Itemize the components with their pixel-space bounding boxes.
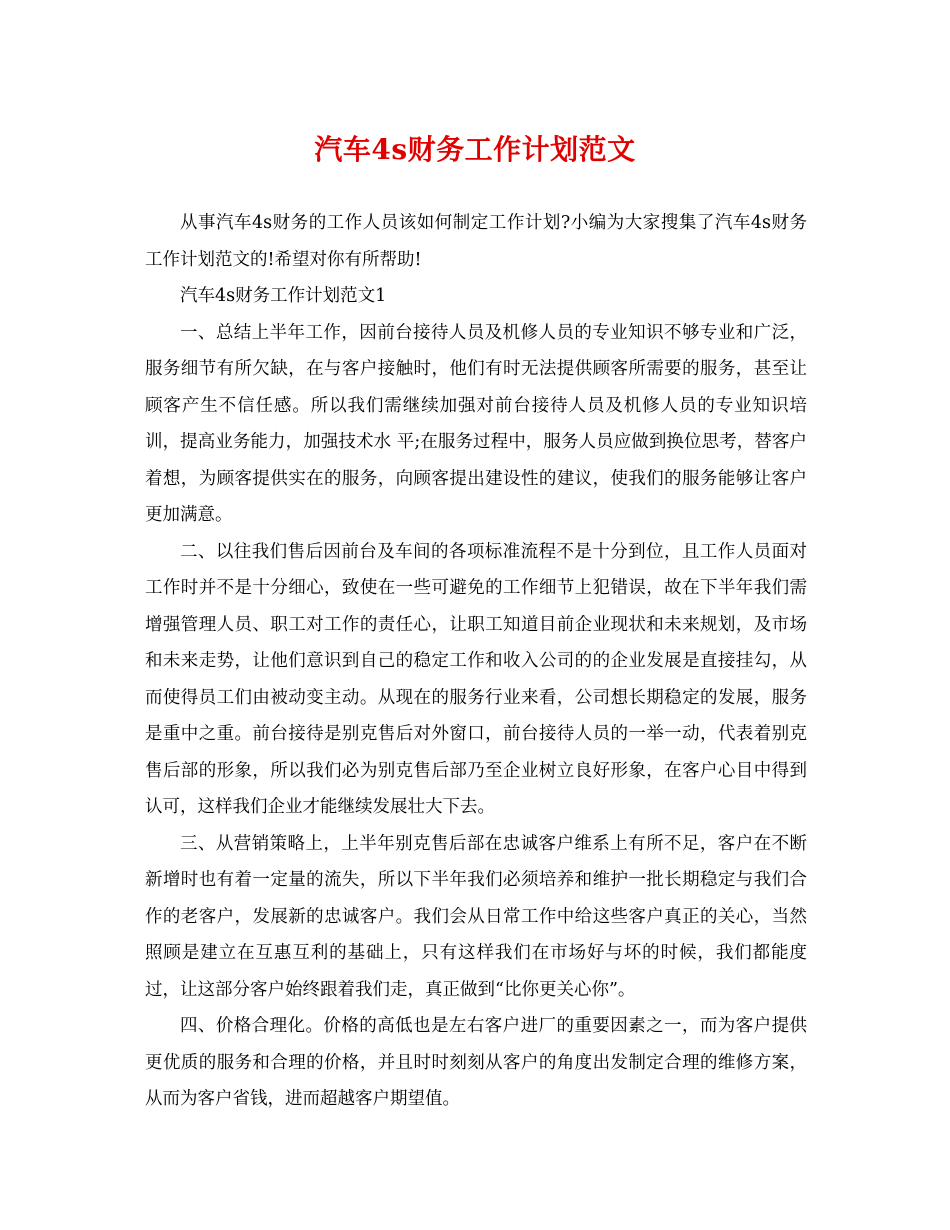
document-body <box>145 205 807 1118</box>
page-title: 汽车4s财务工作计划范文 <box>314 133 636 166</box>
paragraph-four: 四、价格合理化。价格的高低也是左右客户进厂的重要因素之一，而为客户提供更优质的服务和合理的价格，并且时时刻刻从客户的角度出发制定合理的维修方案，从而为客户省钱，进而超越客户期望值。 <box>145 1016 807 1109</box>
intro-paragraph: 从事汽车4s财务的工作人员该如何制定工作计划?小编为大家搜集了汽车4s财务工作计划范文的!希望对你有所帮助! <box>145 213 807 270</box>
section-heading: 汽车4s财务工作计划范文1 <box>180 286 387 306</box>
paragraph-three: 三、从营销策略上，上半年别克售后部在忠诚客户维系上有所不足，客户在不断新增时也有着一定量的流失，所以下半年我们必须培养和维护一批长期稳定与我们合作的老客户，发展新的忠诚客户。我们会从日常工作中给这些客户真正的关心，当然照顾是建立在互惠互利的基础上，只有这样我们在市场好与坏的时候，我们都能度过，让这部分客户始终跟着我们走，真正做到“比你更关心你”。 <box>145 833 807 1000</box>
paragraph-one: 一、总结上半年工作，因前台接待人员及机修人员的专业知识不够专业和广泛，服务细节有所欠缺，在与客户接触时，他们有时无法提供顾客所需要的服务，甚至让顾客产生不信任感。所以我们需继续加强对前台接待人员及机修人员的专业知识培训，提高业务能力，加强技术水 平;在服务过程中，服务人员应做到换位思考，替客户着想，为顾客提供实在的服务，向顾客提出建设性的建议，使我们的服务能够让客户更加满意。 <box>145 322 807 525</box>
paragraph-two: 二、以往我们售后因前台及车间的各项标准流程不是十分到位，且工作人员面对工作时并不是十分细心，致使在一些可避免的工作细节上犯错误，故在下半年我们需增强管理人员、职工对工作的责任心，让职工知道目前企业现状和未来规划，及市场和未来走势，让他们意识到自己的稳定工作和收入公司的的企业发展是直接挂勾，从而使得员工们由被动变主动。从现在的服务行业来看，公司想长期稳定的发展，服务是重中之重。前台接待是别克售后对外窗口，前台接待人员的一举一动，代表着别克售后部的形象，所以我们必为别克售后部乃至企业树立良好形象，在客户心目中得到认可，这样我们企业才能继续发展壮大下去。 <box>145 541 807 817</box>
